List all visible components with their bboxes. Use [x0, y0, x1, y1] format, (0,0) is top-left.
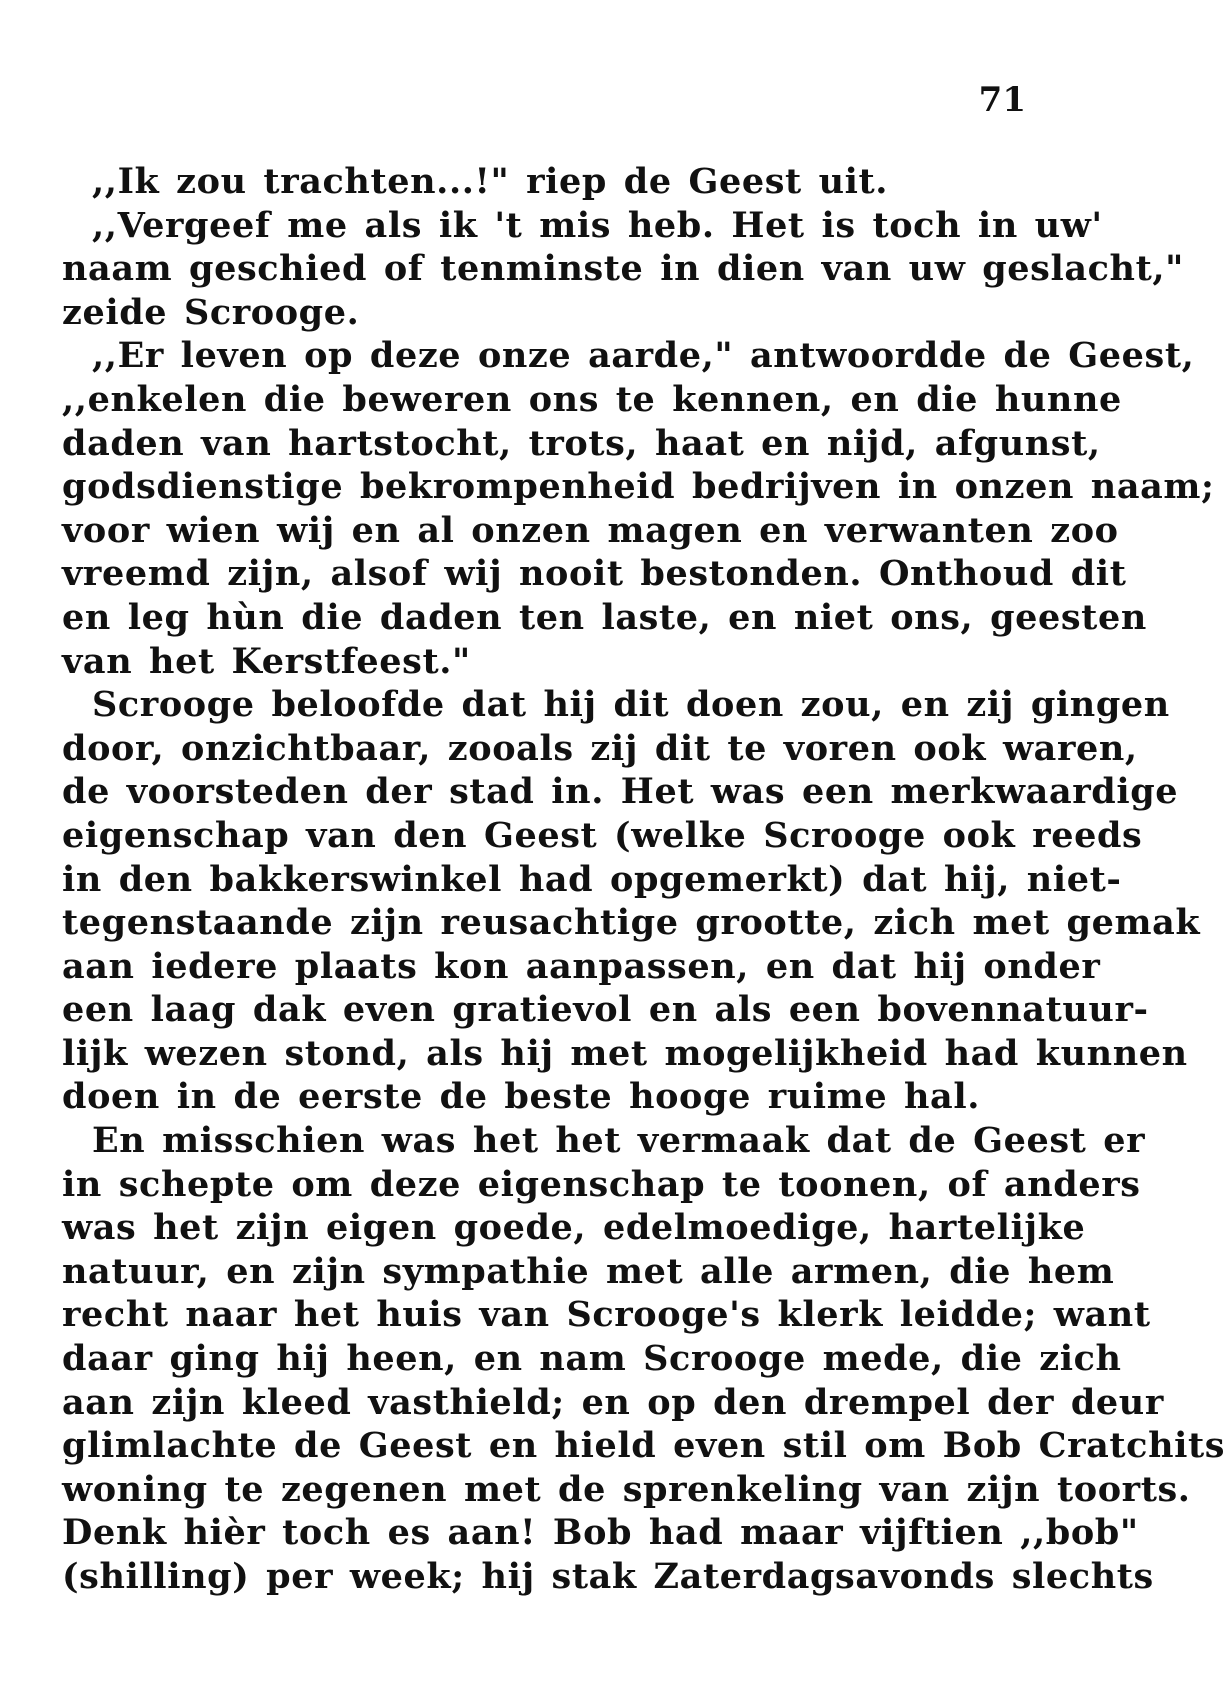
- page-number: 71: [978, 80, 1026, 120]
- text-line: naam geschied of tenminste in dien van uw geslacht,": [62, 248, 1184, 290]
- text-line: lijk wezen stond, als hij met mogelijkheid had kunnen: [62, 1032, 1188, 1074]
- text-line: was het zijn eigen goede, edelmoedige, hartelijke: [62, 1207, 1086, 1249]
- paragraph: [62, 334, 1215, 683]
- paragraph: [62, 683, 1201, 1119]
- paragraph: [62, 204, 1184, 335]
- text-line: woning te zegenen met de sprenkeling van zijn toorts.: [62, 1468, 1191, 1510]
- paragraph: [62, 1119, 1225, 1599]
- text-line: door, onzichtbaar, zooals zij dit te voren ook waren,: [62, 727, 1138, 769]
- text-line: vreemd zijn, alsof wij nooit bestonden. Onthoud dit: [62, 553, 1127, 595]
- text-line: recht naar het huis van Scrooge's klerk leidde; want: [62, 1294, 1151, 1336]
- text-line: doen in de eerste de beste hooge ruime hal.: [62, 1076, 980, 1118]
- text-line: (shilling) per week; hij stak Zaterdagsavonds slechts: [62, 1556, 1154, 1597]
- text-line: van het Kerstfeest.": [62, 640, 471, 682]
- text-line: ,,Er leven op deze onze aarde," antwoordde de Geest,: [92, 335, 1195, 377]
- text-line: ,,enkelen die beweren ons te kennen, en die hunne: [62, 378, 1122, 420]
- text-line: ,,Vergeef me als ik 't mis heb. Het is toch in uw': [92, 204, 1103, 246]
- text-line: En misschien was het het vermaak dat de Geest er: [92, 1120, 1146, 1162]
- text-line: zeide Scrooge.: [62, 291, 360, 333]
- text-line: aan zijn kleed vasthield; en op den drempel der deur: [62, 1381, 1164, 1423]
- text-line: natuur, en zijn sympathie met alle armen, die hem: [62, 1250, 1115, 1292]
- text-line: glimlachte de Geest en hield even stil om Bob Cratchits: [62, 1425, 1225, 1467]
- text-line: ,,Ik zou trachten...!" riep de Geest uit.: [92, 161, 889, 202]
- text-line: daar ging hij heen, en nam Scrooge mede, die zich: [62, 1338, 1122, 1380]
- paragraph: [62, 160, 1028, 204]
- text-line: in schepte om deze eigenschap te toonen, of anders: [62, 1163, 1141, 1205]
- text-line: in den bakkerswinkel had opgemerkt) dat hij, niet-: [62, 858, 1122, 900]
- text-line: Denk hièr toch es aan! Bob had maar vijftien ,,bob": [62, 1512, 1139, 1554]
- text-line: godsdienstige bekrompenheid bedrijven in onzen naam;: [62, 466, 1215, 508]
- text-line: een laag dak even gratievol en als een bovennatuur-: [62, 989, 1149, 1031]
- text-line: voor wien wij en al onzen magen en verwanten zoo: [62, 509, 1119, 551]
- text-line: eigenschap van den Geest (welke Scrooge ook reeds: [62, 814, 1143, 856]
- text-line: Scrooge beloofde dat hij dit doen zou, en zij gingen: [92, 684, 1170, 726]
- text-line: daden van hartstocht, trots, haat en nijd, afgunst,: [62, 422, 1101, 464]
- text-line: tegenstaande zijn reusachtige grootte, zich met gemak: [62, 902, 1201, 944]
- text-line: de voorsteden der stad in. Het was een merkwaardige: [62, 771, 1179, 813]
- text-line: aan iedere plaats kon aanpassen, en dat hij onder: [62, 945, 1101, 987]
- text-line: en leg hùn die daden ten laste, en niet ons, geesten: [62, 596, 1147, 638]
- text-body: [62, 160, 1225, 1599]
